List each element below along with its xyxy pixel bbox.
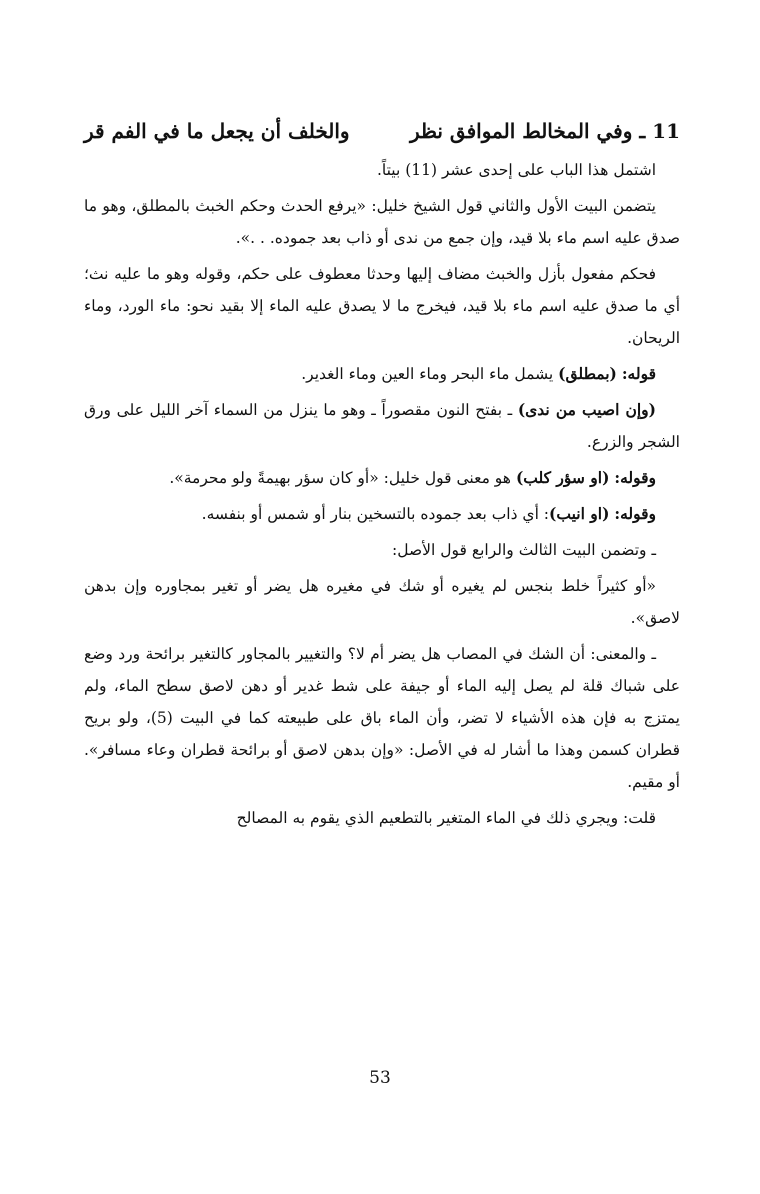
paragraph-third-fourth-verse: [84, 534, 680, 566]
verse-second-hemistich: والخلف أن يجعل ما في الفم قر: [84, 119, 350, 143]
paragraph-term: (بمطلق): [558, 364, 617, 383]
verse-first-hemistich: 11 ـ وفي المخالط الموافق نظر: [409, 119, 680, 143]
paragraph-term: (او سؤر كلب): [515, 468, 610, 487]
page-body: [84, 112, 680, 838]
paragraph-term: (وإن اصيب من ندى): [517, 400, 656, 419]
paragraph-grammar-note: [84, 258, 680, 354]
paragraph-lead: وقوله:: [614, 468, 656, 487]
paragraph-lead: قلت:: [623, 809, 656, 827]
paragraph-text: فحكم مفعول بأزل والخبث مضاف إليها وحدثا معطوف على حكم، وقوله وهو ما عليه نث؛ أي ما صدق عليه اسم ماء بلا قيد، فيخرج ما لا يصدق عليه الماء إلا بقيد نحو: ماء الورد، وماء الريحان.: [84, 265, 680, 347]
paragraph-lead: قوله:: [621, 364, 656, 383]
paragraph-qultu: [84, 802, 680, 834]
paragraph-text: ـ بفتح النون مقصوراً ـ وهو ما ينزل من السماء آخر الليل على ورق الشجر والزرع.: [84, 401, 680, 451]
paragraph-text: ويجري ذلك في الماء المتغير بالتطعيم الذي يقوم به المصالح: [236, 809, 619, 827]
paragraph-asl-quote: [84, 570, 680, 634]
paragraph-text: يتضمن البيت الأول والثاني قول الشيخ خليل: «يرفع الحدث وحكم الخبث بالمطلق، وهو ما صدق عليه اسم ماء بلا قيد، وإن جمع من ندى أو ذاب بعد جموده. . .».: [84, 197, 680, 247]
paragraph-text: اشتمل هذا الباب على إحدى عشر (11) بيتاً.: [376, 161, 656, 179]
paragraph-term: (او انيب): [549, 504, 610, 523]
paragraph-text: ـ والمعنى: أن الشك في المصاب هل يضر أم لا؟ والتغيير بالمجاور كالتغير برائحة ورد وضع على شباك قلة لم يصل إليه الماء أو جيفة على شط غدير أو دهن لاصق سطح الماء، ولم يمتزج به فإن هذه الأشياء لا تضر، وأن الماء باق على طبيعته كما في البيت (5)، ولو بريح قطران كسمن وهذا ما أشار له في الأصل: «وإن بدهن لاصق أو برائحة قطران وعاء مسافر». أو مقيم.: [84, 645, 680, 791]
paragraph-verse-count: [84, 154, 680, 186]
paragraph-nada: [84, 394, 680, 458]
paragraph-text: ـ وتضمن البيت الثالث والرابع قول الأصل:: [392, 541, 656, 559]
paragraph-meaning: [84, 638, 680, 798]
paragraph-lead: وقوله:: [614, 504, 656, 523]
paragraph-text: : أي ذاب بعد جموده بالتسخين بنار أو شمس أو بنفسه.: [201, 505, 550, 523]
verse-heading: [84, 112, 680, 150]
paragraph-text: يشمل ماء البحر وماء العين وماء الغدير.: [301, 365, 554, 383]
paragraph-text: «أو كثيراً خلط بنجس لم يغيره أو شك في مغيره هل يضر أو تغير بمجاوره وإن بدهن لاصق».: [84, 577, 680, 627]
page-number: 53: [369, 1068, 391, 1088]
paragraph-sur-kalb: [84, 462, 680, 494]
paragraph-mutlaq: [84, 358, 680, 390]
paragraph-anib: [84, 498, 680, 530]
paragraph-text: هو معنى قول خليل: «أو كان سؤر بهيمةً ولو محرمة».: [169, 469, 511, 487]
paragraph-khalil-quote: [84, 190, 680, 254]
